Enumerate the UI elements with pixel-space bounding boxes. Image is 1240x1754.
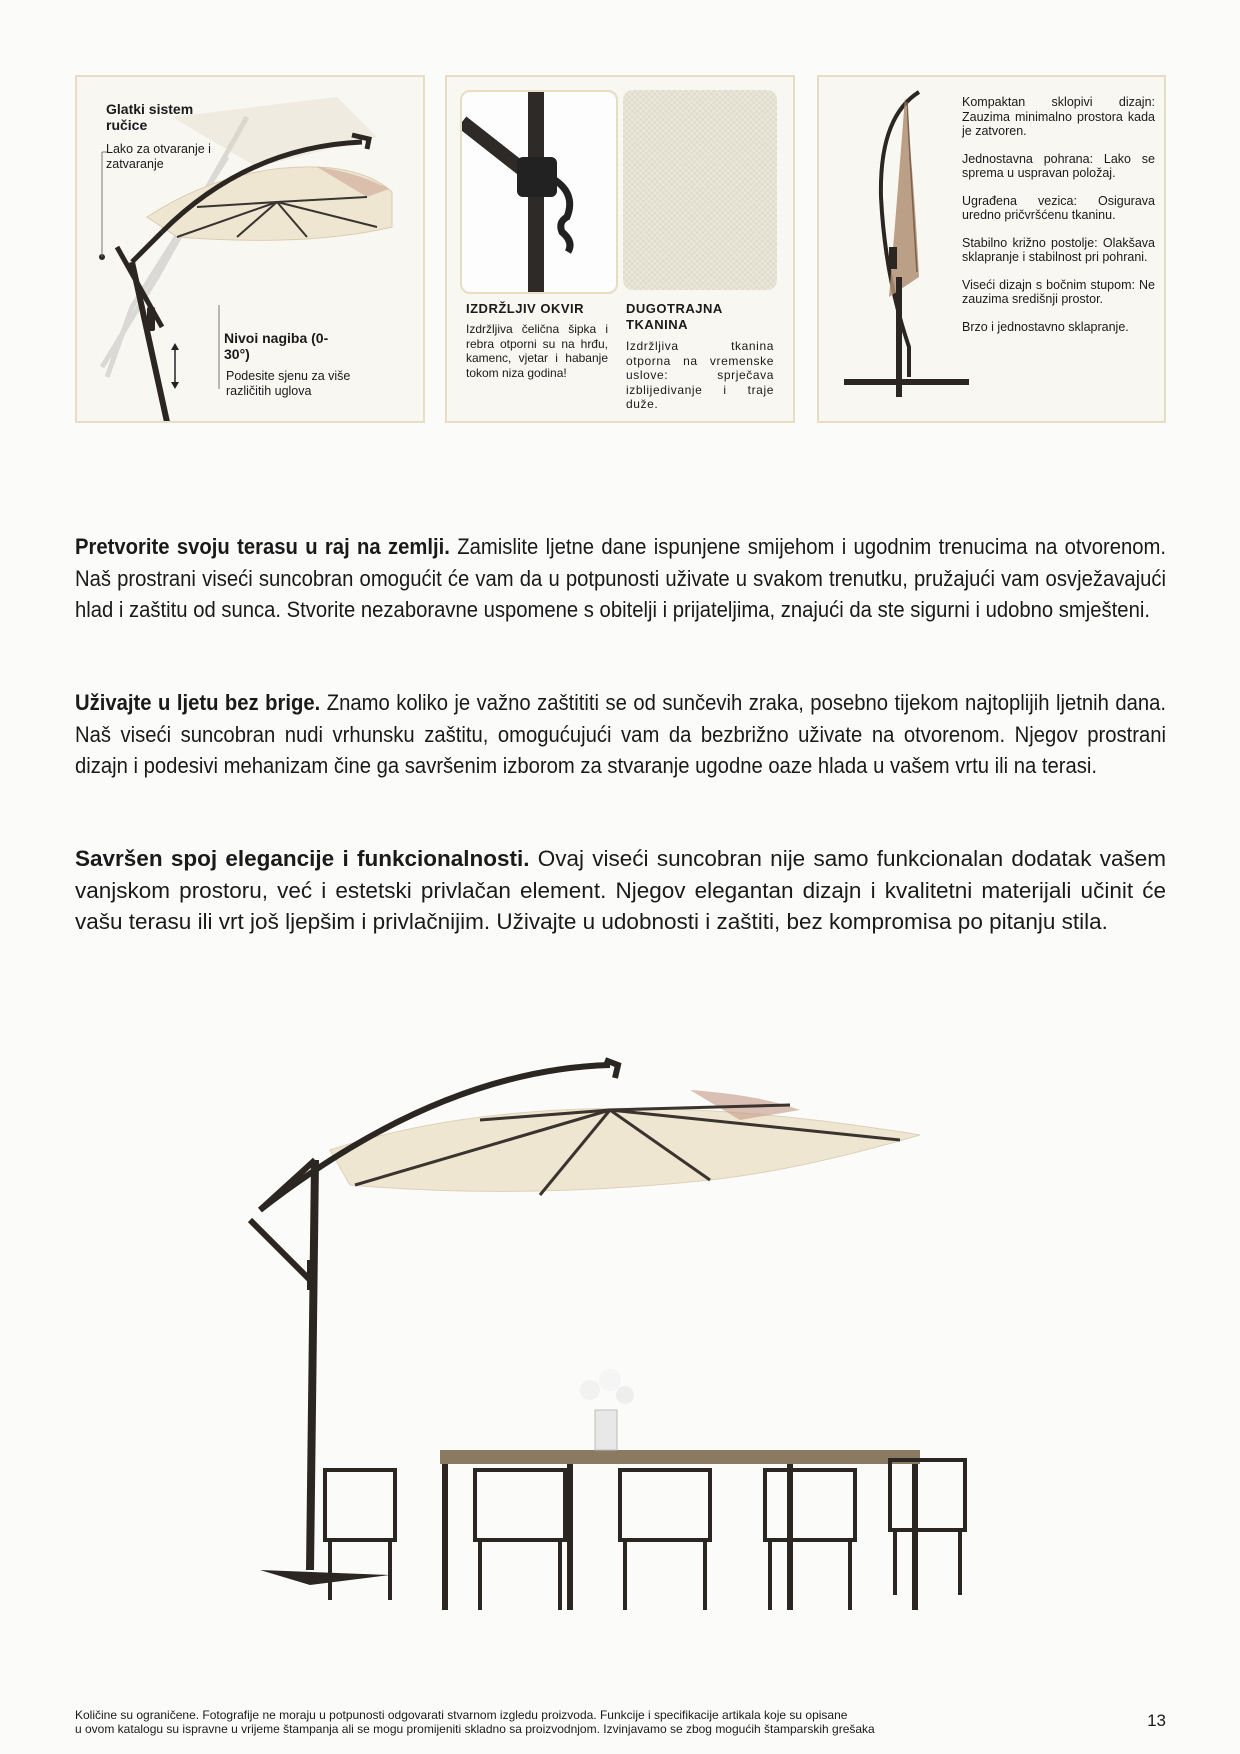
disclaimer — [75, 1708, 1075, 1736]
folded-umbrella-illustration — [819, 77, 969, 421]
umbrella-with-dining-set-photo — [240, 1050, 1000, 1610]
paragraph-summer — [75, 687, 1166, 782]
fabric-swatch — [623, 90, 777, 290]
frame-closeup — [460, 90, 618, 294]
feature-list — [962, 95, 1155, 347]
frame-fabric-panel — [445, 75, 795, 423]
feature-item: Jednostavna pohrana: Lako se sprema u uspravan položaj. — [962, 151, 1155, 180]
paragraph-lead: Pretvorite svoju terasu u raj na zemlji. — [75, 534, 450, 559]
frame-text: Izdržljiva čelična šipka i rebra otporni su na hrđu, kamenc, vjetar i habanje tokom niza godina! — [466, 322, 608, 380]
tilt-handle-panel — [75, 75, 425, 423]
fabric-title: DUGOTRAJNA TKANINA — [626, 301, 723, 332]
feature-item: Brzo i jednostavno sklapranje. — [962, 319, 1129, 334]
frame-title: IZDRŽLJIV OKVIR — [466, 301, 585, 316]
paragraph-body: Znamo koliko je važno zaštititi se od sunčevih zraka, posebno tijekom najtoplijih ljetnih dana. Naš viseći suncobran nudi vrhunsku zaštitu, omogućujući vam da bezbrižno uživate na otvorenom. Njegov prostrani dizajn i podesivi mehanizam čine ga savršenim izborom za stvaranje ugodne oaze hlada u vašem vrtu ili na terasi. — [75, 690, 1166, 778]
feature-item: Ugrađena vezica: Osigurava uredno pričvršćenu tkaninu. — [962, 193, 1155, 222]
disclaimer-line: Količine su ograničene. Fotografije ne moraju u potpunosti odgovarati stvarnom izgledu proizvoda. Funkcije i specifikacije artikala koje su opisane — [75, 1708, 848, 1722]
handle-title: Glatki sistem ručice — [106, 101, 194, 133]
tilt-title: Nivoi nagiba (0-30°) — [224, 330, 329, 362]
fabric-text: Izdržljiva tkanina otporna na vremenske uslove: sprječava izblijedivanje i traje duže. — [626, 339, 774, 411]
compact-design-panel — [817, 75, 1166, 423]
handle-text: Lako za otvaranje i zatvaranje — [106, 142, 211, 171]
tilt-text: Podesite sjenu za više različitih uglova — [226, 369, 351, 398]
paragraph-lead: Uživajte u ljetu bez brige. — [75, 690, 321, 715]
disclaimer-line: u ovom katalogu su ispravne u vrijeme štampanja ali se mogu promijeniti skladno sa proizvodnjom. Izvinjavamo se zbog mogućih štamparskih grešaka — [75, 1722, 875, 1736]
steel-frame-icon — [462, 92, 616, 292]
paragraph-body: Ovaj viseći suncobran nije samo funkcionalan dodatak vašem vanjskom prostoru, već i estetski privlačan element. Njegov elegantan dizajn i kvalitetni materijali učinit će vašu terasu ili vrt još ljepšim i privlačnijim. Uživajte u udobnosti i zaštiti, bez kompromisa po pitanju stila. — [75, 846, 1166, 934]
feature-item: Viseći dizajn s bočnim stupom: Ne zauzima središnji prostor. — [962, 277, 1155, 306]
paragraph-lead: Savršen spoj elegancije i funkcionalnosti. — [75, 846, 530, 871]
paragraph-body: Zamislite ljetne dane ispunjene smijehom i ugodnim trenucima na otvorenom. Naš prostrani viseći suncobran omogućit će vam da u potpunosti uživate u svakom trenutku, pružajući vam osvježavajući hlad i zaštitu od sunca. Stvorite nezaboravne uspomene s obitelji i prijateljima, znajući da ste sigurni i udobno smješteni. — [75, 534, 1166, 622]
feature-item: Kompaktan sklopivi dizajn: Zauzima minimalno prostora kada je zatvoren. — [962, 95, 1155, 138]
paragraph-elegance — [75, 843, 1166, 938]
feature-item: Stabilno križno postolje: Olakšava sklapranje i stabilnost pri pohrani. — [962, 235, 1155, 264]
paragraph-terrace — [75, 531, 1166, 626]
page-number: 13 — [1147, 1711, 1166, 1730]
